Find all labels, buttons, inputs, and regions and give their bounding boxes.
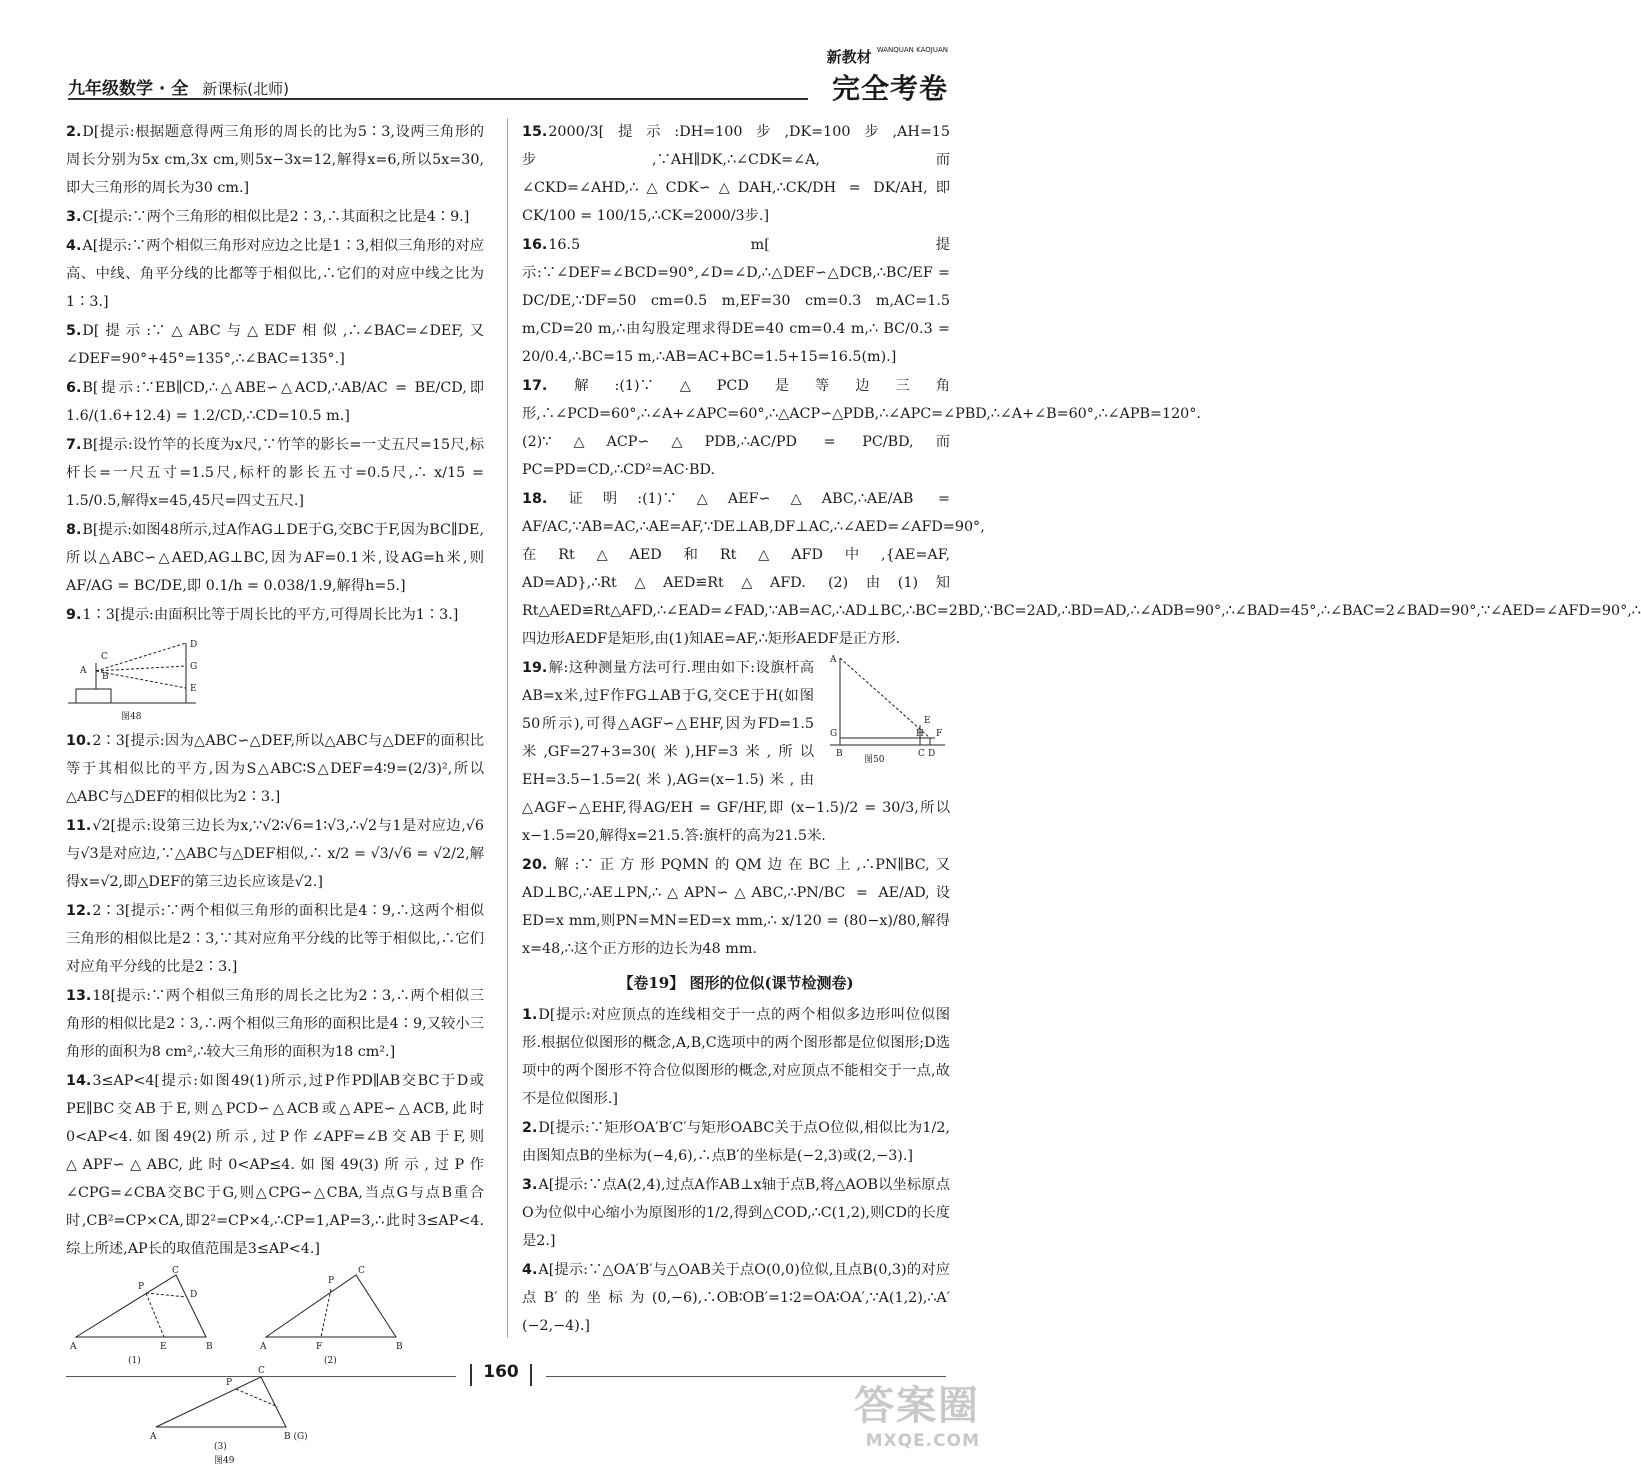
left-column	[66, 118, 484, 1471]
item-text: A[提示:∵△OA′B′与△OAB关于点O(0,0)位似,且点B(0,3)的对应点B′的坐标为(0,−6),∴OB∶OB′=1∶2=OA∶OA′,∵A(1,2),∴A′(−2,−4).]	[522, 1262, 950, 1334]
svg-text:A: A	[260, 1342, 267, 1352]
item-number: 19.	[522, 660, 548, 676]
svg-text:C: C	[101, 652, 108, 662]
item-text: √2[提示:设第三边长为x,∵√2∶√6=1∶√3,∴√2与1是对应边,√6与√3是对应边,∵△ABC与△DEF相似,∴ x/2 = √3/√6 = √2/2,解得x=√2,即△DEF的第三边长应该是√2.]	[66, 818, 484, 890]
item-number: 13.	[66, 988, 92, 1004]
item-text: D[提示:对应顶点的连线相交于一点的两个相似多边形叫位似图形.根据位似图形的概念,A,B,C选项中的两个图形都是位似图形;D选项中的两个图形不符合位似图形的概念,对应顶点不能相交于一点,故不是位似图形.]	[522, 1007, 950, 1107]
svg-text:A: A	[150, 1432, 157, 1442]
svg-text:D: D	[928, 749, 936, 759]
item-text: 证明:(1)∵△AEF∽△ABC,∴AE/AB = AF/AC,∵AB=AC,∴AE=AF,∵DE⊥AB,DF⊥AC,∴∠AED=∠AFD=90°,在Rt△AED和Rt△AFD中,{AE=AF, AD=AD},∴Rt△AED≌Rt△AFD. (2)由(1)知Rt△AED≌Rt△AFD,∴∠EAD=∠FAD,∵AB=AC,∴AD⊥BC,∴BC=2BD,∵BC=2AD,∴BD=AD,∴∠ADB=90°,∴∠BAD=45°,∴∠BAC=2∠BAD=90°,∵∠AED=∠AFD=90°,∴四边形AEDF是矩形,由(1)知AE=AF,∴矩形AEDF是正方形.	[522, 491, 1641, 647]
item-text: D[提示:∵△ABC与△EDF相似,∴∠BAC=∠DEF,又∠DEF=90°+45°=135°,∴∠BAC=135°.]	[66, 323, 484, 367]
item-text: 18[提示:∵两个相似三角形的周长之比为2∶3,∴两个相似三角形的相似比是2∶3,∴两个相似三角形的面积比是4∶9,又较小三角形的面积为8 cm²,∴较大三角形的面积为18 cm².]	[66, 988, 484, 1060]
svg-text:C: C	[918, 749, 925, 759]
figure-49-1-label: (1)	[128, 1356, 141, 1366]
figure-49-label: 图49	[214, 1456, 235, 1466]
answer-list-left	[66, 118, 484, 1467]
item-number: 11.	[66, 818, 92, 834]
answer-item	[522, 1256, 950, 1340]
svg-text:P: P	[226, 1378, 233, 1388]
answer-item	[66, 1067, 484, 1263]
figure-48-label: 图48	[121, 712, 142, 722]
item-text: A[提示:∵点A(2,4),过点A作AB⊥x轴于点B,将△AOB以坐标原点O为位似中心缩小为原图形的1/2,得到△COD,∴C(1,2),则CD的长度是2.]	[522, 1177, 950, 1249]
svg-text:B: B	[396, 1342, 403, 1352]
item-text: D[提示:∵矩形OA′B′C′与矩形OABC关于点O位似,相似比为1/2,由图知点B的坐标为(−4,6),∴点B′的坐标是(−2,3)或(2,−3).]	[522, 1120, 950, 1164]
header-edition: 新课标(北师)	[202, 80, 290, 98]
item-number: 4.	[522, 1262, 538, 1278]
item-text: 3≤AP<4[提示:如图49(1)所示,过P作PD∥AB交BC于D或PE∥BC交AB于E,则△PCD∽△ACB或△APE∽△ACB,此时0<AP<4.如图49(2)所示,过P作∠APF=∠B交AB于F,则△APF∽△ABC,此时0<AP≤4.如图49(3)所示,过P作∠CPG=∠CBA交BC于G,则△CPG∽△CBA,当点G与点B重合时,CB²=CP×CA,即2²=CP×4,∴CP=1,AP=3,∴此时3≤AP<4.综上所述,AP长的取值范围是3≤AP<4.]	[66, 1073, 484, 1257]
watermark: 答案圈 MXQE.COM	[854, 1383, 980, 1451]
svg-text:G: G	[190, 662, 198, 672]
svg-text:F: F	[936, 729, 943, 739]
svg-text:P: P	[138, 1282, 145, 1292]
item-text: D[提示:根据题意得两三角形的周长的比为5∶3,设两三角形的周长分别为5x cm,3x cm,则5x−3x=12,解得x=6,所以5x=30,即大三角形的周长为30 cm.]	[66, 124, 484, 196]
svg-text:E: E	[924, 716, 931, 726]
answer-item	[66, 897, 484, 981]
item-number: 8.	[66, 522, 82, 538]
svg-text:A: A	[830, 655, 837, 665]
item-number: 7.	[66, 437, 82, 453]
svg-text:C: C	[172, 1266, 179, 1276]
item-number: 18.	[522, 491, 548, 507]
svg-text:F: F	[316, 1342, 323, 1352]
item-number: 5.	[66, 323, 82, 339]
item-text: C[提示:∵两个三角形的相似比是2∶3,∴其面积之比是4∶9.]	[82, 209, 470, 225]
answer-item	[66, 118, 484, 202]
svg-text:A: A	[70, 1342, 77, 1352]
page-footer	[66, 1362, 946, 1392]
answer-list-section	[522, 1001, 950, 1340]
answer-item	[522, 1114, 950, 1170]
item-number: 2.	[66, 124, 82, 140]
svg-text:A: A	[80, 666, 87, 676]
header-rule	[68, 98, 808, 100]
answer-item	[66, 203, 484, 231]
svg-text:B (G): B (G)	[284, 1432, 308, 1442]
item-number: 4.	[66, 238, 82, 254]
item-number: 9.	[66, 607, 82, 623]
right-column	[522, 118, 1641, 1341]
figure-50	[820, 650, 950, 770]
answer-item	[522, 1001, 950, 1113]
item-text: 解:这种测量方法可行.理由如下:设旗杆高AB=x米,过F作FG⊥AB于G,交CE于H(如图50所示),可得△AGF∽△EHF,因为FD=1.5米,GF=27+3=30(米),HF=3米,所以EH=3.5−1.5=2(米),AG=(x−1.5)米,由△AGF∽△EHF,得AG/EH = GF/HF,即 (x−1.5)/2 = 30/3,所以x−1.5=20,解得x=21.5.答:旗杆的高为21.5米.	[522, 660, 950, 844]
answer-item	[522, 485, 1641, 653]
item-number: 15.	[522, 124, 548, 140]
item-number: 14.	[66, 1073, 92, 1089]
answer-item	[66, 232, 484, 316]
figure-49-3-label: (3)	[214, 1442, 227, 1452]
figure-50-label: 图50	[864, 755, 885, 765]
svg-text:B: B	[206, 1342, 213, 1352]
svg-text:G: G	[830, 729, 838, 739]
item-number: 17.	[522, 378, 548, 394]
answer-item	[66, 374, 484, 430]
item-text: 2∶3[提示:因为△ABC∽△DEF,所以△ABC与△DEF的面积比等于其相似比的平方,因为S△ABC∶S△DEF=4∶9=(2/3)²,所以△ABC与△DEF的相似比为2∶3.]	[66, 733, 484, 805]
item-number: 16.	[522, 237, 548, 253]
answer-item	[522, 851, 950, 963]
brand-logo: 新教材 WANQUAN KAOJUAN 完全考卷	[826, 46, 948, 105]
answer-item	[66, 317, 484, 373]
page-header	[68, 34, 948, 105]
item-text: 2∶3[提示:∵两个相似三角形的面积比是4∶9,∴这两个相似三角形的相似比是2∶3,∵其对应角平分线的比等于相似比,∴它们对应角平分线的比是2∶3.]	[66, 903, 484, 975]
svg-text:B: B	[102, 672, 109, 682]
answer-item	[522, 654, 950, 850]
answer-item	[66, 516, 484, 600]
svg-text:P: P	[328, 1276, 335, 1286]
svg-text:B: B	[836, 749, 843, 759]
answer-item	[66, 727, 484, 811]
svg-text:E: E	[160, 1342, 167, 1352]
answer-item	[66, 431, 484, 515]
item-number: 3.	[66, 209, 82, 225]
svg-text:H: H	[916, 729, 924, 739]
item-text: 1∶3[提示:由面积比等于周长比的平方,可得周长比为1∶3.]	[82, 607, 459, 623]
item-text: A[提示:∵两个相似三角形对应边之比是1∶3,相似三角形的对应高、中线、角平分线的比都等于相似比,∴它们的对应中线之比为1∶3.]	[66, 238, 484, 310]
column-divider	[507, 118, 508, 1338]
item-text: B[提示:∵EB∥CD,∴△ABE∽△ACD,∴AB/AC = BE/CD,即 1.6/(1.6+12.4) = 1.2/CD,∴CD=10.5 m.]	[66, 380, 484, 424]
item-text: 2000/3[提示:DH=100步,DK=100步,AH=15步,∵AH∥DK,∴∠CDK=∠A,而∠CKD=∠AHD,∴△CDK∽△DAH,∴CK/DH = DK/AH,即 CK/100 = 100/15,∴CK=2000/3步.]	[522, 124, 950, 224]
item-text: 解:∵正方形PQMN的QM边在BC上,∴PN∥BC,又AD⊥BC,∴AE⊥PN,∴△APN∽△ABC,∴PN/BC = AE/AD,设ED=x mm,则PN=MN=ED=x mm,∴ x/120 = (80−x)/80,解得x=48,∴这个正方形的边长为48 mm.	[522, 857, 950, 957]
figure-48	[66, 633, 206, 723]
answer-item	[522, 118, 950, 230]
item-text: B[提示:如图48所示,过A作AG⊥DE于G,交BC于F,因为BC∥DE,所以△ABC∽△AED,AG⊥BC,因为AF=0.1米,设AG=h米,则AF/AG = BC/DE,即 0.1/h = 0.038/1.9,解得h=5.]	[66, 522, 484, 594]
item-number: 2.	[522, 1120, 538, 1136]
svg-text:C: C	[258, 1366, 265, 1376]
item-number: 6.	[66, 380, 82, 396]
answer-item	[66, 601, 484, 629]
item-text: 解:(1)∵△PCD是等边三角形,∴∠PCD=60°,∴∠A+∠APC=60°,∴△ACP∽△PDB,∴∠APC=∠PBD,∴∠A+∠B=60°,∴∠APB=120°. (2)∵△ACP∽△PDB,∴AC/PD = PC/BD,而PC=PD=CD,∴CD²=AC·BD.	[522, 378, 1201, 478]
answer-item	[66, 812, 484, 896]
figure-49-2-label: (2)	[324, 1356, 337, 1366]
svg-text:D: D	[190, 1290, 198, 1300]
section-title: 【卷19】 图形的位似(课节检测卷)	[618, 974, 854, 992]
item-text: 16.5 m[提示:∵∠DEF=∠BCD=90°,∠D=∠D,∴△DEF∽△DCB,∴BC/EF = DC/DE,∵DF=50 cm=0.5 m,EF=30 cm=0.3 m,AC=1.5 m,CD=20 m,∴由勾股定理求得DE=40 cm=0.4 m,∴ BC/0.3 = 20/0.4,∴BC=15 m,∴AB=AC+BC=1.5+15=16.5(m).]	[522, 237, 950, 365]
svg-text:C: C	[358, 1266, 365, 1276]
answer-item	[522, 1171, 950, 1255]
header-title: 九年级数学 · 全 新课标(北师)	[68, 79, 290, 99]
item-number: 10.	[66, 733, 92, 749]
svg-text:D: D	[190, 640, 198, 650]
item-number: 12.	[66, 903, 92, 919]
answer-item	[66, 982, 484, 1066]
item-number: 20.	[522, 857, 548, 873]
item-number: 1.	[522, 1007, 538, 1023]
answer-item	[522, 231, 950, 371]
item-number: 3.	[522, 1177, 538, 1193]
page-number: 160	[466, 1362, 536, 1382]
svg-text:E: E	[190, 684, 197, 694]
item-text: B[提示:设竹竿的长度为x尺,∵竹竿的影长=一丈五尺=15尺,标杆长=一尺五寸=1.5尺,标杆的影长五寸=0.5尺,∴ x/15 = 1.5/0.5,解得x=45,45尺=四丈五尺.]	[66, 437, 484, 509]
answer-list-right	[522, 118, 1641, 963]
answer-item	[522, 372, 1201, 484]
